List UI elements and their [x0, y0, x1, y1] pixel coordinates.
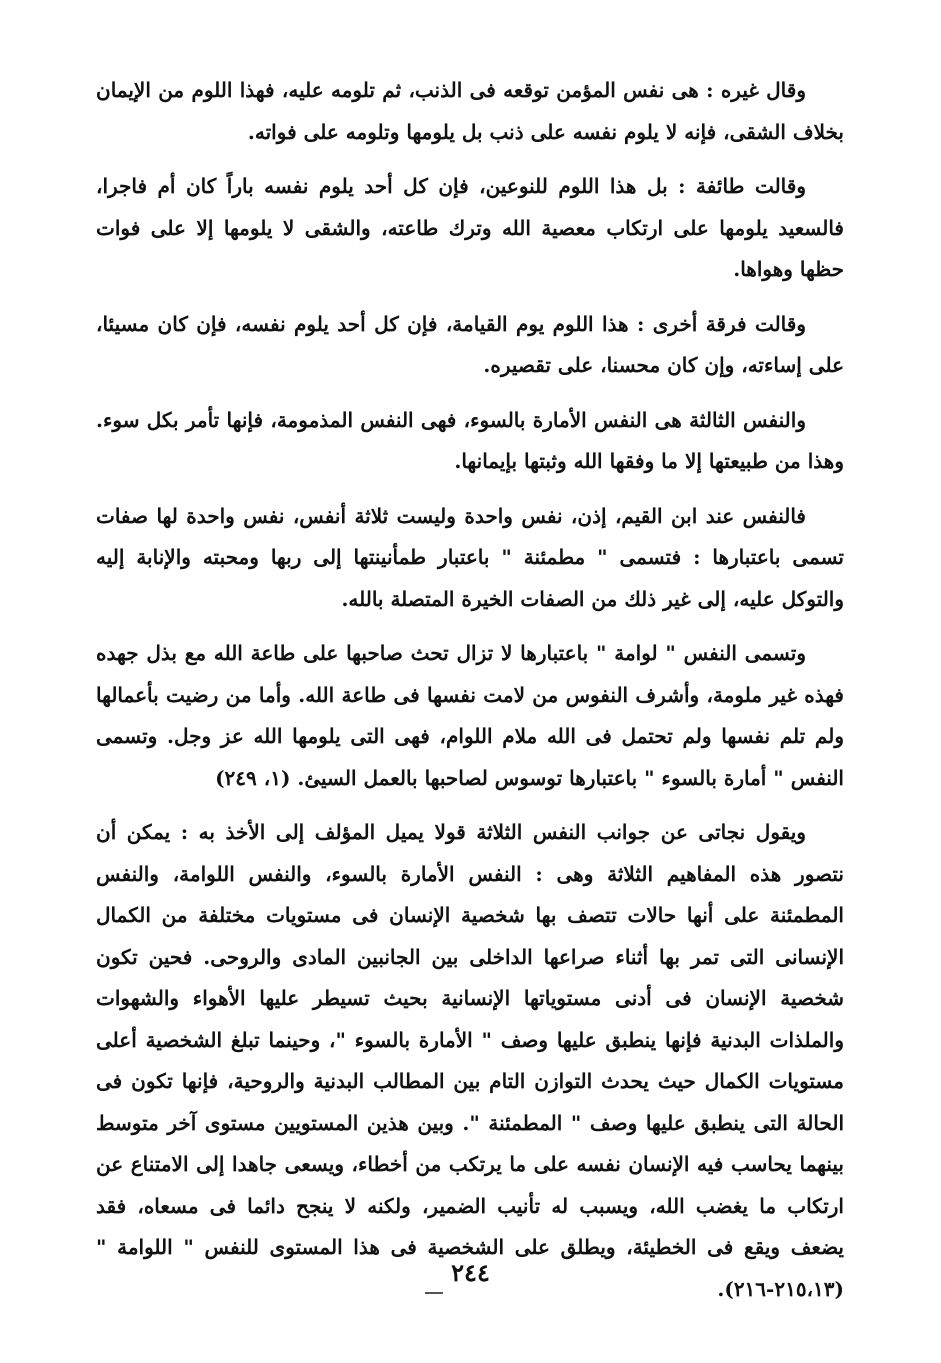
- page-number-underline: [425, 1292, 443, 1294]
- paragraph-2: وقالت طائفة : بل هذا اللوم للنوعين، فإن كل أحد يلوم نفسه باراً كان أم فاجرا، فالسعيد يلومها على ارتكاب معصية الله وترك طاعته، والشقى لا يلومها إلا على فوات حظها وهواها.: [96, 174, 844, 281]
- paragraph-5: فالنفس عند ابن القيم، إذن، نفس واحدة وليست ثلاثة أنفس، نفس واحدة لها صفات تسمى باعتبارها : فتسمى " مطمئنة " باعتبار طمأنينتها إلى ربها ومحبته والإنابة إليه والتوكل عليه، إلى غير ذلك من الصفات الخيرة المتصلة بالله.: [96, 503, 844, 611]
- page-number: ٢٤٤: [451, 1258, 490, 1287]
- paragraph-4: والنفس الثالثة هى النفس الأمارة بالسوء، فهى النفس المذمومة، فإنها تأمر بكل سوء. وهذا من طبيعتها إلا ما وفقها الله وثبتها بإيمانها.: [96, 407, 844, 473]
- paragraph-1: وقال غيره : هى نفس المؤمن توقعه فى الذنب، ثم تلومه عليه، فهذا اللوم من الإيمان بخلاف الشقى، فإنه لا يلوم نفسه على ذنب بل يلومها وتلومه على فواته.: [96, 78, 844, 144]
- paragraph-6: وتسمى النفس " لوامة " باعتبارها لا تزال تحث صاحبها على طاعة الله مع بذل جهده فهذه غير ملومة، وأشرف النفوس من لامت نفسها فى طاعة الله. وأما من رضيت بأعمالها ولم تلم نفسها ولم تحتمل فى الله ملام اللوام، فهى التى يلومها الله عز وجل. وتسمى النفس " أمارة بالسوء " باعتبارها توسوس لصاحبها بالعمل السيئ. (١، ٢٤٩): [96, 641, 844, 790]
- page-body: [96, 70, 844, 1323]
- paragraph-3: وقالت فرقة أخرى : هذا اللوم يوم القيامة، فإن كل أحد يلوم نفسه، فإن كان مسيئا، على إساءته، وإن كان محسنا، على تقصيره.: [96, 311, 844, 377]
- paragraph-7: ويقول نجاتى عن جوانب النفس الثلاثة قولا يميل المؤلف إلى الأخذ به : يمكن أن نتصور هذه المفاهيم الثلاثة وهى : النفس الأمارة بالسوء، والنفس اللوامة، والنفس المطمئنة على أنها حالات تتصف بها شخصية الإنسان فى مستويات مختلفة من الكمال الإنسانى التى تمر بها أثناء صراعها الداخلى بين الجانبين المادى والروحى. فحين تكون شخصية الإنسان فى أدنى مستوياتها الإنسانية بحيث تسيطر عليها الأهواء والشهوات والملذات البدنية فإنها ينطبق عليها وصف " الأمارة بالسوء "، وحينما تبلغ الشخصية أعلى مستويات الكمال حيث يحدث التوازن التام بين المطالب البدنية والروحية، فإنها تكون فى الحالة التى ينطبق عليها وصف " المطمئنة ". وبين هذين المستويين مستوى آخر متوسط بينهما يحاسب فيه الإنسان نفسه على ما يرتكب من أخطاء، ويسعى جاهدا إلى الامتناع عن ارتكاب ما يغضب الله، ويسبب له تأنيب الضمير، ولكنه لا ينجح دائما فى مسعاه، فقد يضعف ويقع فى الخطيئة، ويطلق على الشخصية فى هذا المستوى للنفس " اللوامة " (٢١٥،١٣-٢١٦).: [96, 820, 844, 1301]
